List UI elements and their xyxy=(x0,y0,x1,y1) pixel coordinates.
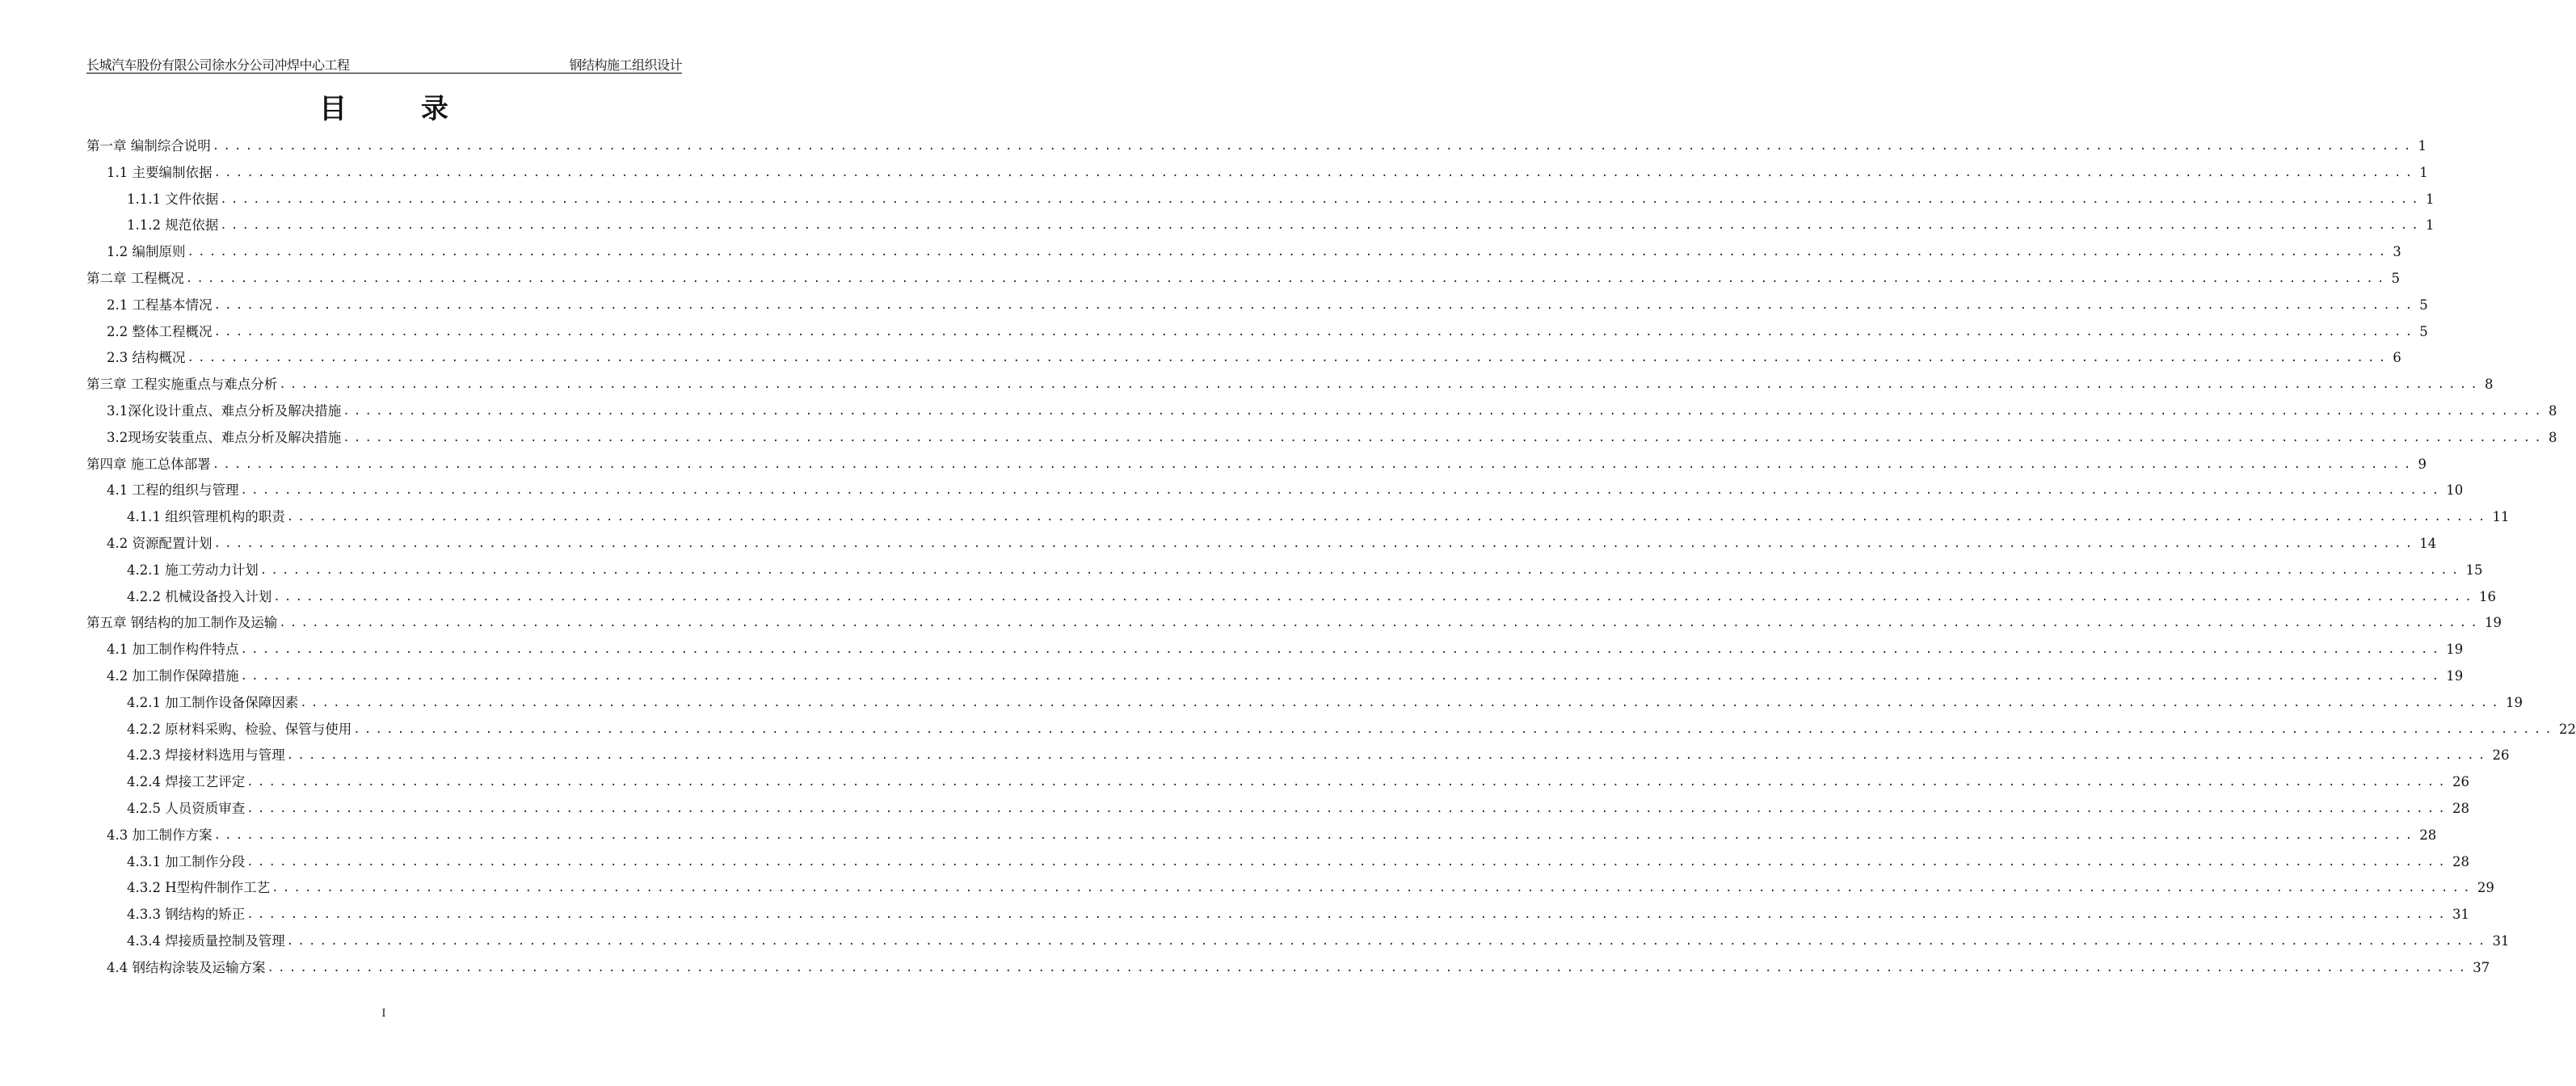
toc-entry-title: 4.2.1 加工制作设备保障因素 xyxy=(127,694,299,710)
toc-entry[interactable] xyxy=(127,503,2510,526)
toc-entry-page: 8 xyxy=(2485,377,2494,393)
toc-dot-leader: ........................................................................................................................................................................................................ xyxy=(240,484,2443,498)
toc-dot-leader: ........................................................................................................................................................................................................ xyxy=(213,166,2417,179)
toc-entry-page: 26 xyxy=(2492,747,2510,764)
toc-entry[interactable] xyxy=(107,238,2401,261)
toc-entry-title: 1.1 主要编制依据 xyxy=(107,164,213,180)
toc-entry-title: 4.3.1 加工制作分段 xyxy=(127,853,246,869)
toc-dot-leader: ........................................................................................................................................................................................................ xyxy=(286,749,2490,763)
toc-entry[interactable] xyxy=(127,848,2469,871)
toc-entry-page: 28 xyxy=(2452,853,2469,869)
toc-entry-title: 4.1 加工制作构件特点 xyxy=(107,642,239,658)
toc-entry-page: 3 xyxy=(2393,244,2401,260)
toc-entry[interactable] xyxy=(127,768,2469,791)
toc-entry[interactable] xyxy=(127,901,2469,924)
toc-entry-title: 4.3 加工制作方案 xyxy=(107,827,213,843)
toc-entry[interactable] xyxy=(107,398,2557,420)
toc-dot-leader: ........................................................................................................................................................................................................ xyxy=(240,643,2443,657)
toc-dot-leader: ........................................................................................................................................................................................................ xyxy=(279,378,2481,392)
toc-entry[interactable] xyxy=(107,663,2464,685)
toc-dot-leader: ........................................................................................................................................................................................................ xyxy=(187,246,2390,259)
toc-entry-title: 1.1.2 规范依据 xyxy=(127,217,219,234)
header-project-name: 长城汽车股份有限公司徐水分公司冲焊中心工程 xyxy=(86,57,350,73)
toc-entry[interactable] xyxy=(127,928,2510,950)
toc-entry-title: 4.2 资源配置计划 xyxy=(107,536,213,551)
toc-entry-title: 第二章 工程概况 xyxy=(86,271,184,286)
toc-entry[interactable] xyxy=(107,424,2557,447)
page-number: I xyxy=(381,1008,386,1020)
toc-dot-leader: ........................................................................................................................................................................................................ xyxy=(273,590,2476,604)
toc-dot-leader: ........................................................................................................................................................................................................ xyxy=(213,325,2417,339)
toc-entry-title: 4.3.3 钢结构的矫正 xyxy=(127,907,246,923)
toc-dot-leader: ........................................................................................................................................................................................................ xyxy=(212,457,2415,471)
toc-entry-title: 4.2.5 人员资质审查 xyxy=(127,801,246,816)
toc-entry-title: 1.1.1 文件依据 xyxy=(127,191,219,207)
toc-dot-leader: ........................................................................................................................................................................................................ xyxy=(343,431,2545,444)
toc-entry-page: 1 xyxy=(2425,191,2435,207)
toc-entry[interactable] xyxy=(107,822,2437,844)
toc-dot-leader: ........................................................................................................................................................................................................ xyxy=(246,855,2449,869)
toc-dot-leader: ........................................................................................................................................................................................................ xyxy=(185,272,2389,285)
toc-entry-title: 4.4 钢结构涂装及运输方案 xyxy=(107,959,266,975)
toc-dot-leader: ........................................................................................................................................................................................................ xyxy=(213,828,2417,842)
toc-dot-leader: ........................................................................................................................................................................................................ xyxy=(279,617,2481,630)
toc-entry[interactable] xyxy=(107,292,2428,314)
toc-dot-leader: ........................................................................................................................................................................................................ xyxy=(353,722,2556,736)
toc-entry-page: 28 xyxy=(2452,801,2469,816)
toc-dot-leader: ........................................................................................................................................................................................................ xyxy=(246,776,2449,789)
toc-entry-title: 第四章 施工总体部署 xyxy=(86,456,211,472)
toc-dot-leader: ........................................................................................................................................................................................................ xyxy=(212,140,2415,153)
toc-entry[interactable] xyxy=(107,477,2464,499)
toc-entry[interactable] xyxy=(86,609,2502,632)
toc-entry[interactable] xyxy=(127,186,2435,208)
toc-dot-leader: ........................................................................................................................................................................................................ xyxy=(271,882,2474,895)
toc-entry[interactable] xyxy=(107,318,2428,341)
toc-entry[interactable] xyxy=(107,954,2490,977)
toc-entry-title: 4.2 加工制作保障措施 xyxy=(107,668,239,684)
toc-entry-title: 3.1深化设计重点、难点分析及解决措施 xyxy=(107,403,342,419)
toc-entry[interactable] xyxy=(86,371,2494,394)
toc-dot-leader: ........................................................................................................................................................................................................ xyxy=(220,219,2422,233)
toc-entry[interactable] xyxy=(86,451,2427,474)
toc-entry[interactable] xyxy=(127,583,2496,606)
toc-entry-page: 6 xyxy=(2393,350,2401,366)
toc-entry-page: 5 xyxy=(2419,297,2428,313)
toc-entry-title: 4.3.2 H型构件制作工艺 xyxy=(127,880,271,896)
toc-entry-page: 14 xyxy=(2419,536,2437,551)
page-title: 目 录 xyxy=(319,93,481,125)
toc-entry-title: 4.1 工程的组织与管理 xyxy=(107,482,239,499)
toc-entry-page: 19 xyxy=(2485,615,2502,631)
toc-entry-page: 10 xyxy=(2446,482,2464,499)
toc-entry-page: 8 xyxy=(2549,403,2557,419)
toc-entry-page: 22 xyxy=(2558,721,2576,737)
page-header xyxy=(86,53,682,74)
toc-entry-page: 37 xyxy=(2473,959,2490,975)
toc-entry-title: 4.2.4 焊接工艺评定 xyxy=(127,774,246,790)
toc-entry[interactable] xyxy=(127,716,2576,739)
toc-entry[interactable] xyxy=(107,530,2437,553)
toc-entry-title: 2.2 整体工程概况 xyxy=(107,323,213,339)
toc-entry-page: 31 xyxy=(2452,907,2469,923)
toc-entry-page: 15 xyxy=(2465,562,2483,578)
toc-entry[interactable] xyxy=(127,795,2469,818)
toc-entry[interactable] xyxy=(127,874,2494,897)
toc-dot-leader: ........................................................................................................................................................................................................ xyxy=(187,351,2390,365)
toc-dot-leader: ........................................................................................................................................................................................................ xyxy=(246,802,2449,815)
toc-entry-title: 第五章 钢结构的加工制作及运输 xyxy=(86,615,278,631)
toc-entry-title: 2.1 工程基本情况 xyxy=(107,297,213,313)
toc-dot-leader: ........................................................................................................................................................................................................ xyxy=(267,961,2470,974)
toc-entry-page: 26 xyxy=(2452,774,2469,790)
toc-dot-leader: ........................................................................................................................................................................................................ xyxy=(259,563,2463,577)
toc-entry-title: 4.2.3 焊接材料选用与管理 xyxy=(127,747,285,764)
toc-entry-page: 28 xyxy=(2419,827,2437,843)
toc-dot-leader: ........................................................................................................................................................................................................ xyxy=(213,298,2417,312)
toc-entry-page: 9 xyxy=(2418,456,2427,472)
toc-dot-leader: ........................................................................................................................................................................................................ xyxy=(300,696,2502,709)
toc-entry-title: 4.2.1 施工劳动力计划 xyxy=(127,562,259,578)
toc-entry-page: 5 xyxy=(2419,323,2428,339)
toc-entry-page: 19 xyxy=(2505,694,2523,710)
toc-entry-page: 5 xyxy=(2391,271,2400,286)
toc-entry-title: 第三章 工程实施重点与难点分析 xyxy=(86,377,278,393)
toc-entry-page: 31 xyxy=(2492,933,2510,949)
toc-entry-page: 1 xyxy=(2425,217,2435,234)
toc-entry-page: 11 xyxy=(2492,509,2510,525)
toc-entry-page: 19 xyxy=(2446,668,2464,684)
toc-entry-title: 1.2 编制原则 xyxy=(107,244,186,260)
toc-entry[interactable] xyxy=(127,742,2510,764)
toc-entry[interactable] xyxy=(107,159,2428,182)
toc-entry-title: 第一章 编制综合说明 xyxy=(86,138,211,154)
toc-entry-title: 4.2.2 原材料采购、检验、保管与使用 xyxy=(127,721,352,737)
toc-entry-title: 2.3 结构概况 xyxy=(107,350,186,366)
toc-entry[interactable] xyxy=(127,212,2435,234)
toc-entry-page: 1 xyxy=(2419,164,2428,180)
toc-entry[interactable] xyxy=(127,557,2483,579)
toc-entry[interactable] xyxy=(107,636,2464,659)
toc-entry[interactable] xyxy=(86,133,2427,155)
header-document-type: 钢结构施工组织设计 xyxy=(569,57,682,73)
toc-entry-title: 4.3.4 焊接质量控制及管理 xyxy=(127,933,285,949)
toc-dot-leader: ........................................................................................................................................................................................................ xyxy=(213,537,2417,550)
toc-entry-page: 19 xyxy=(2446,642,2464,658)
toc-dot-leader: ........................................................................................................................................................................................................ xyxy=(343,405,2545,418)
toc-dot-leader: ........................................................................................................................................................................................................ xyxy=(240,670,2443,683)
toc-entry-page: 16 xyxy=(2478,588,2496,604)
toc-dot-leader: ........................................................................................................................................................................................................ xyxy=(286,935,2490,948)
toc-entry[interactable] xyxy=(127,689,2523,712)
toc-dot-leader: ........................................................................................................................................................................................................ xyxy=(286,511,2490,524)
toc-entry-title: 3.2现场安装重点、难点分析及解决措施 xyxy=(107,429,342,445)
toc-dot-leader: ........................................................................................................................................................................................................ xyxy=(246,908,2449,922)
toc-entry-page: 1 xyxy=(2418,138,2427,154)
toc-entry-page: 29 xyxy=(2477,880,2494,896)
toc-entry-title: 4.1.1 组织管理机构的职责 xyxy=(127,509,285,525)
toc-entry-page: 8 xyxy=(2549,429,2557,445)
toc-entry-title: 4.2.2 机械设备投入计划 xyxy=(127,588,272,604)
toc-entry[interactable] xyxy=(107,344,2401,367)
toc-dot-leader: ........................................................................................................................................................................................................ xyxy=(220,192,2422,206)
toc-entry[interactable] xyxy=(86,265,2400,288)
